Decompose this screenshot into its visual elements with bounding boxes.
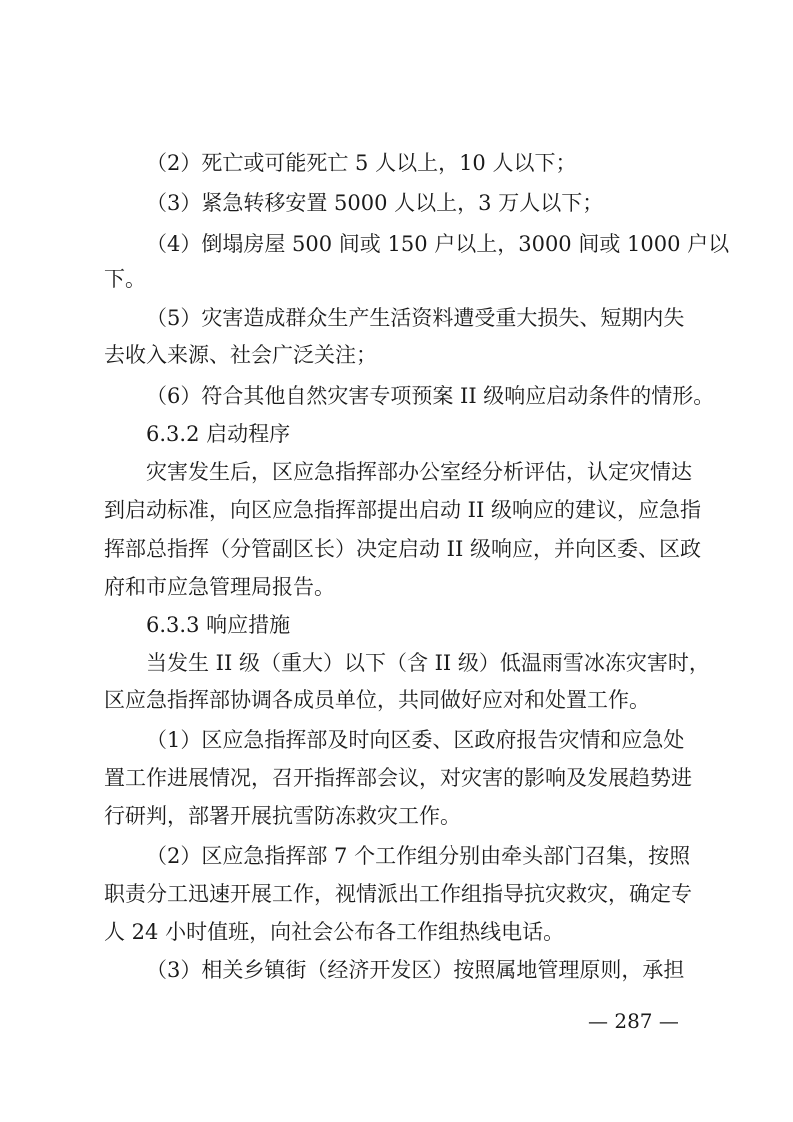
text-line: 区应急指挥部协调各成员单位，共同做好应对和处置工作。 (104, 688, 650, 712)
text-line: （2）区应急指挥部 7 个工作组分别由牵头部门召集，按照 (146, 844, 691, 868)
text-line: 下。 (104, 267, 146, 291)
section-heading: 6.3.2 启动程序 (146, 422, 291, 446)
text-line: 去收入来源、社会广泛关注； (104, 343, 377, 367)
text-line: （1）区应急指挥部及时向区委、区政府报告灾情和应急处 (146, 728, 685, 752)
section-heading: 6.3.3 响应措施 (146, 613, 291, 637)
text-line: （4）倒塌房屋 500 间或 150 户以上，3000 间或 1000 户以 (146, 232, 730, 256)
text-line: 行研判，部署开展抗雪防冻救灾工作。 (104, 804, 461, 828)
text-line: 挥部总指挥（分管副区长）决定启动 II 级响应，并向区委、区政 (104, 537, 701, 561)
text-line: （6）符合其他自然灾害专项预案 II 级响应启动条件的情形。 (146, 384, 715, 408)
text-line: （2）死亡或可能死亡 5 人以上，10 人以下； (146, 151, 577, 175)
text-line: 当发生 II 级（重大）以下（含 II 级）低温雨雪冰冻灾害时， (146, 651, 710, 675)
text-line: 灾害发生后，区应急指挥部办公室经分析评估，认定灾情达 (146, 460, 692, 484)
text-line: （3）相关乡镇街（经济开发区）按照属地管理原则，承担 (146, 958, 685, 982)
text-line: 人 24 小时值班，向社会公布各工作组热线电话。 (104, 920, 565, 944)
text-line: （3）紧急转移安置 5000 人以上，3 万人以下； (146, 191, 604, 215)
text-line: 职责分工迅速开展工作，视情派出工作组指导抗灾救灾，确定专 (104, 882, 692, 906)
page-number: — 287 — (588, 1009, 679, 1033)
text-line: （5）灾害造成群众生产生活资料遭受重大损失、短期内失 (146, 306, 685, 330)
text-line: 府和市应急管理局报告。 (104, 575, 335, 599)
text-line: 到启动标准，向区应急指挥部提出启动 II 级响应的建议，应急指 (104, 498, 701, 522)
text-line: 置工作进展情况，召开指挥部会议，对灾害的影响及发展趋势进 (104, 766, 692, 790)
